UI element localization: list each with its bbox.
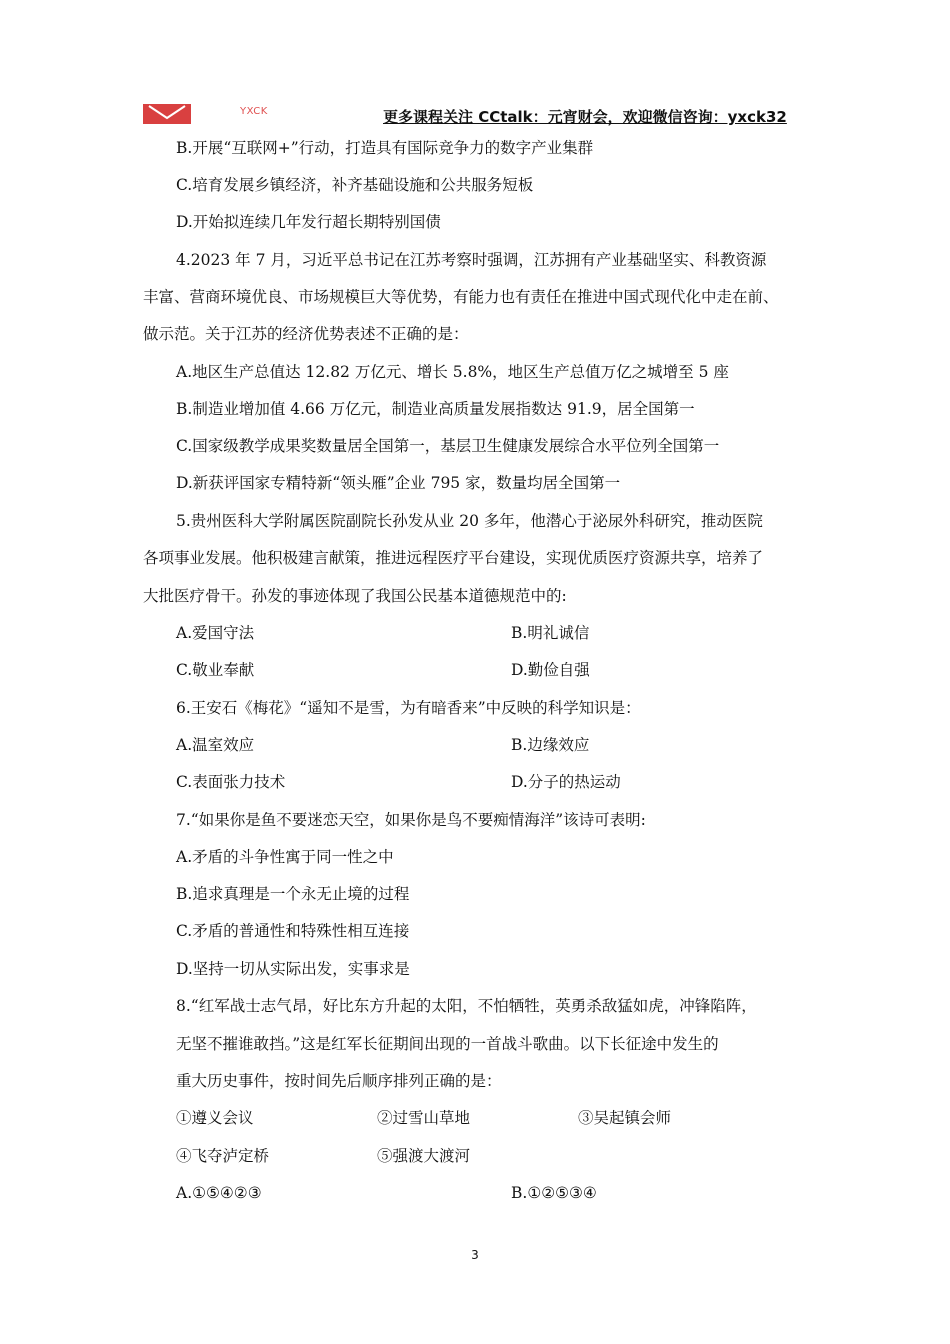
q4-stem-line-1: 4.2023 年 7 月，习近平总书记在江苏考察时强调，江苏拥有产业基础坚实、科教资源: [176, 251, 767, 269]
q5-stem-line-2: 各项事业发展。他积极建言献策，推进远程医疗平台建设，实现优质医疗资源共享，培养了: [143, 549, 764, 567]
q4-option-d: D.新获评国家专精特新“领头雁”企业 795 家，数量均居全国第一: [176, 474, 621, 492]
q8-item-4: ④飞夺泸定桥: [176, 1147, 270, 1165]
q7-option-c: C.矛盾的普通性和特殊性相互连接: [176, 922, 410, 940]
q7-option-d: D.坚持一切从实际出发，实事求是: [176, 960, 410, 978]
q5-option-b: B.明礼诚信: [511, 624, 590, 642]
q6-option-c: C.表面张力技术: [176, 773, 286, 791]
header-banner: 更多课程关注 CCtalk：元宵财会，欢迎微信咨询：yxck32: [383, 108, 787, 126]
q7-option-b: B.追求真理是一个永无止境的过程: [176, 885, 410, 903]
q4-stem-line-3: 做示范。关于江苏的经济优势表述不正确的是：: [143, 325, 469, 343]
q5-option-a: A.爱国守法: [176, 624, 255, 642]
q3-option-b: B.开展“互联网+”行动，打造具有国际竞争力的数字产业集群: [176, 139, 594, 157]
q4-option-b: B.制造业增加值 4.66 万亿元，制造业高质量发展指数达 91.9，居全国第一: [176, 400, 695, 418]
q7-option-a: A.矛盾的斗争性寓于同一性之中: [176, 848, 394, 866]
q6-option-d: D.分子的热运动: [511, 773, 621, 791]
q8-option-a: A.①⑤④②③: [176, 1184, 262, 1202]
q4-stem-line-2: 丰富、营商环境优良、市场规模巨大等优势，有能力也有责任在推进中国式现代化中走在前、: [143, 288, 779, 306]
q6-stem: 6.王安石《梅花》“遥知不是雪，为有暗香来”中反映的科学知识是：: [176, 699, 641, 717]
q4-option-a: A.地区生产总值达 12.82 万亿元、增长 5.8%，地区生产总值万亿之城增至 5 座: [176, 363, 729, 381]
page-number: 3: [471, 1248, 479, 1262]
q8-item-3: ③吴起镇会师: [578, 1109, 672, 1127]
yxck-logo-icon: [143, 104, 191, 124]
q4-option-c: C.国家级教学成果奖数量居全国第一，基层卫生健康发展综合水平位列全国第一: [176, 437, 720, 455]
q5-option-d: D.勤俭自强: [511, 661, 590, 679]
logo-text: YXCK: [240, 106, 268, 117]
q5-option-c: C.敬业奉献: [176, 661, 255, 679]
q8-stem-line-2: 无坚不摧谁敢挡。”这是红军长征期间出现的一首战斗歌曲。以下长征途中发生的: [176, 1035, 719, 1053]
q7-stem: 7.“如果你是鱼不要迷恋天空，如果你是鸟不要痴情海洋”该诗可表明:: [176, 811, 646, 829]
q3-option-c: C.培育发展乡镇经济，补齐基础设施和公共服务短板: [176, 176, 534, 194]
q6-option-a: A.温室效应: [176, 736, 255, 754]
q3-option-d: D.开始拟连续几年发行超长期特别国债: [176, 213, 441, 231]
q8-item-1: ①遵义会议: [176, 1109, 254, 1127]
q8-item-2: ②过雪山草地: [377, 1109, 471, 1127]
q5-stem-line-1: 5.贵州医科大学附属医院副院长孙发从业 20 多年，他潜心于泌尿外科研究，推动医院: [176, 512, 763, 530]
q8-option-b: B.①②⑤③④: [511, 1184, 597, 1202]
q8-stem-line-3: 重大历史事件，按时间先后顺序排列正确的是：: [176, 1072, 502, 1090]
q6-option-b: B.边缘效应: [511, 736, 590, 754]
q8-item-5: ⑤强渡大渡河: [377, 1147, 471, 1165]
q8-stem-line-1: 8.“红军战士志气昂，好比东方升起的太阳，不怕牺牲，英勇杀敌猛如虎，冲锋陷阵，: [176, 997, 757, 1015]
q5-stem-line-3: 大批医疗骨干。孙发的事迹体现了我国公民基本道德规范中的:: [143, 587, 567, 605]
